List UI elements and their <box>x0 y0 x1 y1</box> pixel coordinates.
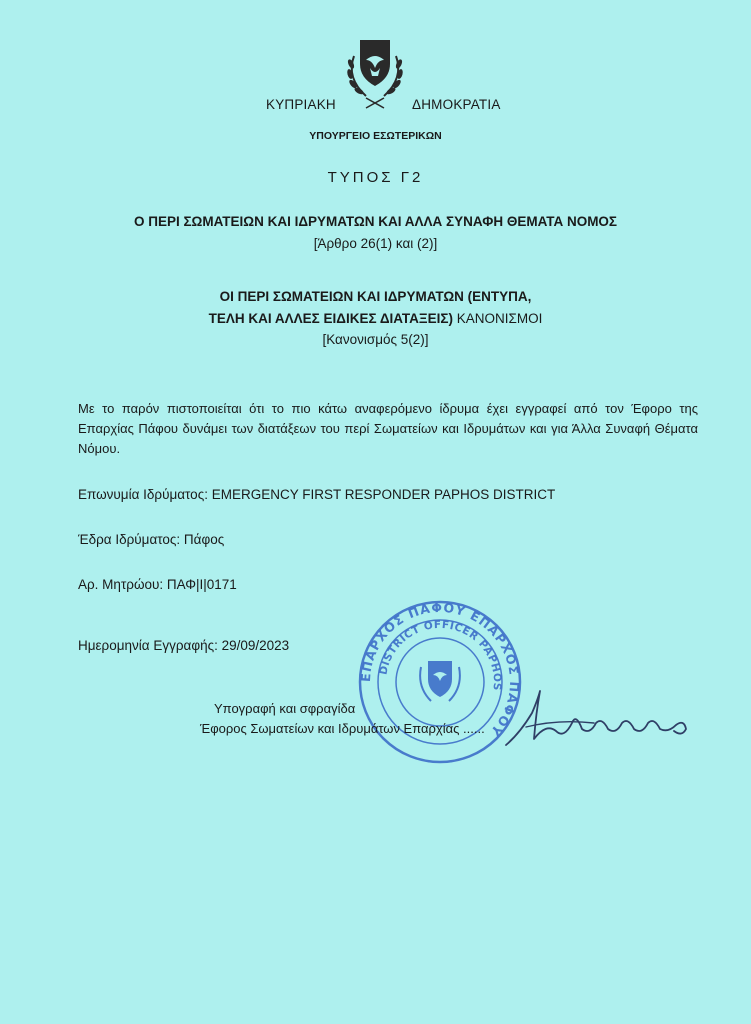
foundation-name: Επωνυμία Ιδρύματος: EMERGENCY FIRST RESPONDER PAPHOS DISTRICT <box>78 487 556 502</box>
regulations-title-line2-bold: ΤΕΛΗ ΚΑΙ ΑΛΛΕΣ ΕΙΔΙΚΕΣ ΔΙΑΤΑΞΕΙΣ) <box>208 311 453 326</box>
foundation-seat: Έδρα Ιδρύματος: Πάφος <box>78 532 225 547</box>
regulations-title-line2-rest: ΚΑΝΟΝΙΣΜΟΙ <box>452 311 543 326</box>
regulations-title-line2 <box>0 311 751 326</box>
registrar-title: Έφορος Σωματείων και Ιδρυμάτων Επαρχίας ...... <box>200 721 485 736</box>
stamp-inner-text: DISTRICT OFFICER PAPHOS <box>377 618 504 692</box>
form-code: ΤΥΠΟΣ Γ2 <box>327 169 424 186</box>
stamp-emblem-icon <box>420 661 460 701</box>
certification-text: Με το παρόν πιστοποιείται ότι το πιο κάτω αναφερόμενο ίδρυμα έχει εγγραφεί από τον Έφορο της Επαρχίας Πάφου δυνάμει των διατάξεων του περί Σωματείων και Ιδρυμάτων και για Άλλα Συναφή Θέματα Νόμου. <box>78 401 698 456</box>
regulations-title-line1: ΟΙ ΠΕΡΙ ΣΩΜΑΤΕΙΩΝ ΚΑΙ ΙΔΡΥΜΑΤΩΝ (ΕΝΤΥΠΑ, <box>219 289 532 304</box>
ministry-name: ΥΠΟΥΡΓΕΙΟ ΕΣΩΤΕΡΙΚΩΝ <box>309 130 442 142</box>
cyprus-coat-of-arms-icon <box>340 38 410 110</box>
registration-date: Ημερομηνία Εγγραφής: 29/09/2023 <box>78 638 290 653</box>
country-name-right: ΔΗΜΟΚΡΑΤΙΑ <box>412 97 501 112</box>
country-name-left: ΚΥΠΡΙΑΚΗ <box>266 97 336 112</box>
law-title: Ο ΠΕΡΙ ΣΩΜΑΤΕΙΩΝ ΚΑΙ ΙΔΡΥΜΑΤΩΝ ΚΑΙ ΑΛΛΑ ΣΥΝΑΦΗ ΘΕΜΑΤΑ ΝΟΜΟΣ <box>133 214 618 229</box>
regulations-article: [Κανονισμός 5(2)] <box>322 332 429 347</box>
law-article: [Άρθρο 26(1) και (2)] <box>313 236 438 251</box>
registry-number: Αρ. Μητρώου: ΠΑΦ|Ι|0171 <box>78 577 237 592</box>
stamp-outer-text: ΕΠΑΡΧΟΣ ΠΑΦΟΥ ΕΠΑΡΧΟΣ ΠΑΦΟΥ <box>357 599 523 740</box>
handwritten-signature <box>498 683 698 753</box>
signature-label: Υπογραφή και σφραγίδα <box>214 701 356 716</box>
